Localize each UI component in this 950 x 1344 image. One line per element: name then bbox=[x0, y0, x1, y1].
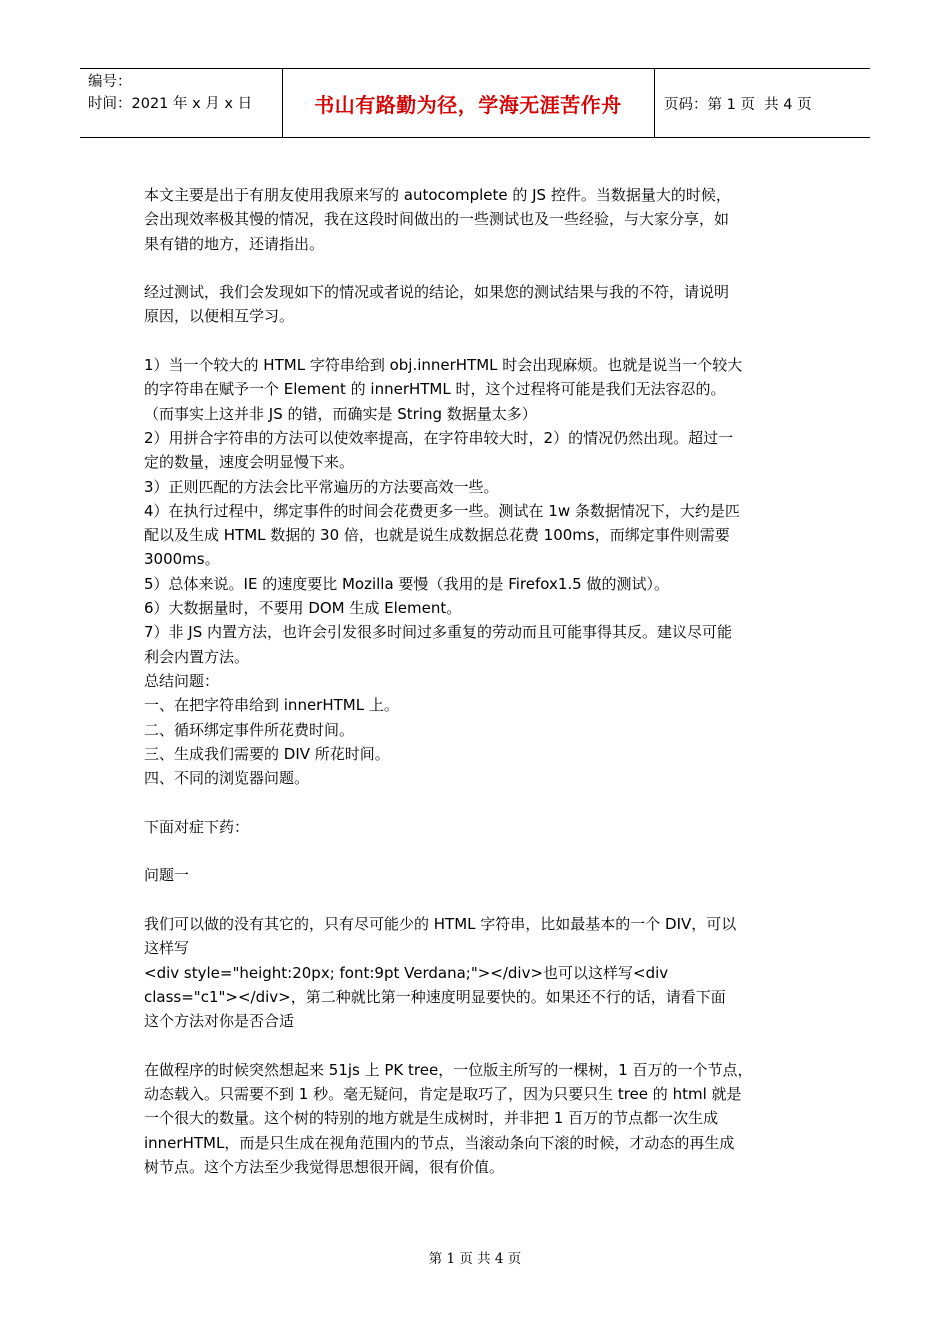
header-divider-2 bbox=[654, 69, 655, 137]
document-header bbox=[80, 68, 870, 138]
header-page-info: 页码：第 1 页 共 4 页 bbox=[664, 96, 812, 113]
document-body bbox=[144, 183, 809, 1179]
document-number-label: 编号： bbox=[88, 74, 132, 90]
remedy-heading: 下面对症下药： bbox=[144, 817, 250, 836]
intro-paragraph: 本文主要是出于有朋友使用我原来写的 autocomplete 的 JS 控件。当数据量大的时候， 会出现效率极其慢的情况，我在这段时间做出的一些测试也及一些经验，与大家分享，如 果有错的地方，还请指出。 bbox=[144, 186, 731, 253]
findings-list: 1）当一个较大的 HTML 字符串给到 obj.innerHTML 时会出现麻烦。也就是说当一个较大 的字符串在赋予一个 Element 的 innerHTML 时，这个过程将可能是我们无法容忍的。 （而事实上这并非 JS 的错，而确实是 String 数据量太多） 2）用拼合字符串的方法可以使效率提高，在字符串较大时，2）的情况仍然出现。超过一 定的数量，速度会明显慢下来。 3）正则匹配的方法会比平常遍历的方法要高效一些。 4）在执行过程中，绑定事件的时间会花费更多一些。测试在 1w 条数据情况下，大约是匹 配以及生成 HTML 数据的 30 倍，也就是说生成数据总花费 100ms，而绑定事件则需要 3000ms。 5）总体来说。IE 的速度要比 Mozilla 要慢（我用的是 Firefox1.5 做的测试）。 6）大数据量时，不要用 DOM 生成 Element。 7）非 JS 内置方法，也许会引发很多时间过多重复的劳动而且可能事得其反。建议尽可能 利会内置方法。 总结问题： 一、在把字符串给到 innerHTML 上。 二、循环绑定事件所花费时间。 三、生成我们需要的 DIV 所花时间。 四、不同的浏览器问题。 bbox=[144, 356, 743, 788]
document-time-label: 时间：2021 年 x 月 x 日 bbox=[88, 96, 253, 112]
header-motto: 书山有路勤为径，学海无涯苦作舟 bbox=[314, 92, 622, 117]
page-footer: 第 1 页 共 4 页 bbox=[428, 1251, 522, 1267]
problem-one-heading: 问题一 bbox=[144, 866, 190, 885]
tree-paragraph: 在做程序的时候突然想起来 51js 上 PK tree，一位版主所写的一棵树，1 百万的一个节点， 动态载入。只需要不到 1 秒。毫无疑问，肯定是取巧了，因为只要只生 tree 的 html 就是 一个很大的数量。这个树的特别的地方就是生成树时，并非把 1 百万的节点都一次生成 innerHTML，而是只生成在视角范围内的节点，当滚动条向下滚的时候，才动态的再生成 树节点。这个方法至少我觉得思想很开阔，很有价值。 bbox=[144, 1060, 753, 1176]
problem-one-paragraph: 我们可以做的没有其它的，只有尽可能少的 HTML 字符串，比如最基本的一个 DIV，可以 这样写 <div style="height:20px; font:9pt Verdana;"></div>也可以这样写<div class="c1"></div>，第二种就比第一种速度明显要快的。如果还不行的话，请看下面 这个方法对你是否合适 bbox=[144, 914, 737, 1031]
header-meta bbox=[88, 71, 278, 115]
test-conclusion-paragraph: 经过测试，我们会发现如下的情况或者说的结论，如果您的测试结果与我的不符，请说明 原因，以便相互学习。 bbox=[144, 283, 730, 326]
